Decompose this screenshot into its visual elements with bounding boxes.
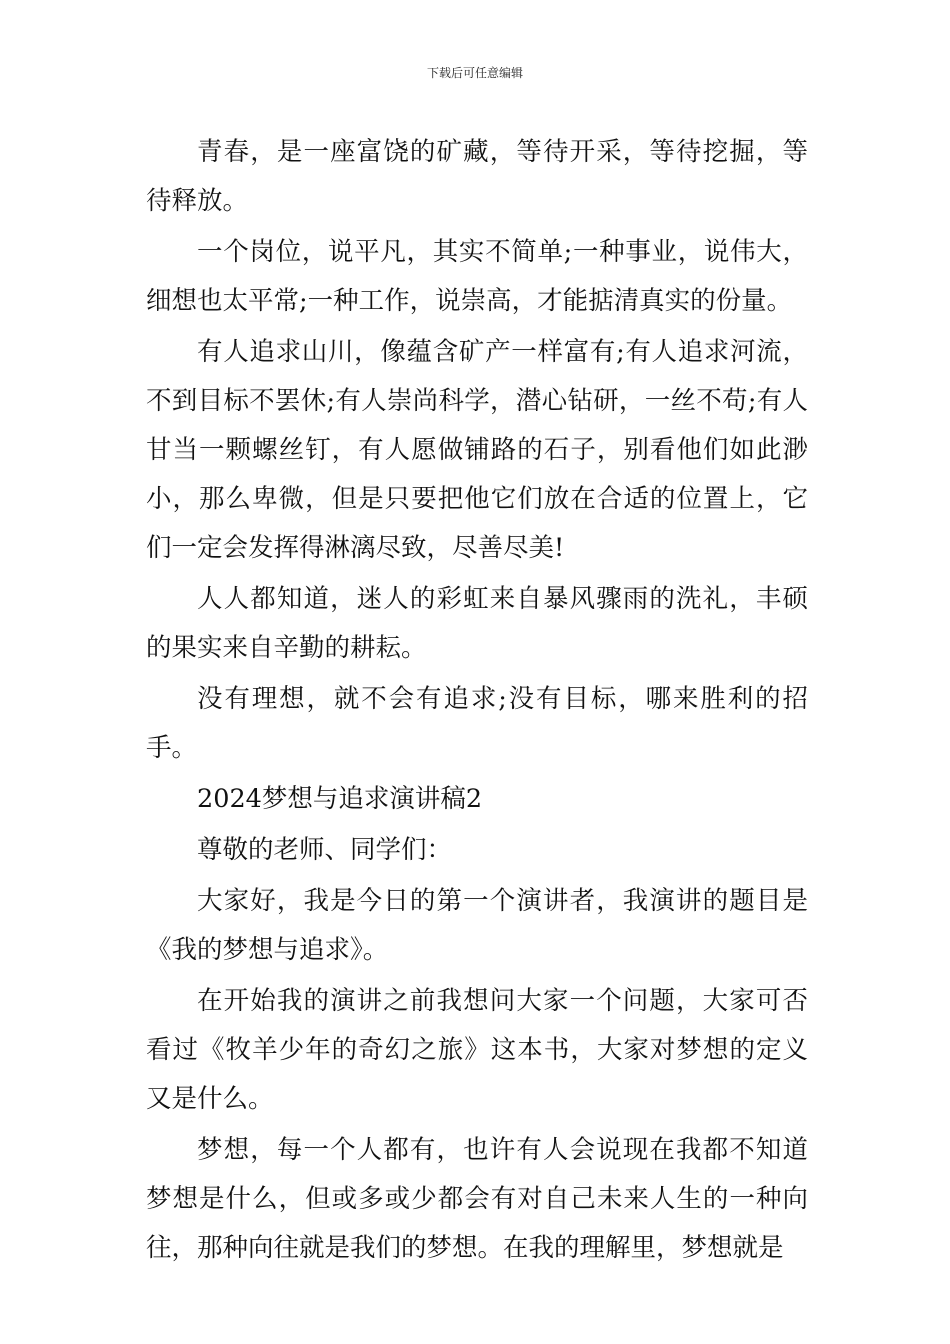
paragraph-ideal: 没有理想，就不会有追求;没有目标，哪来胜利的招手。 bbox=[146, 684, 808, 763]
paragraph-position: 一个岗位，说平凡，其实不简单;一种事业，说伟大，细想也太平常;一种工作，说崇高，才能掂清真实的份量。 bbox=[146, 237, 808, 316]
paragraph-pursuit: 有人追求山川，像蕴含矿产一样富有;有人追求河流，不到目标不罢休;有人崇尚科学，潜心钻研，一丝不苟;有人甘当一颗螺丝钉，有人愿做铺路的石子，别看他们如此渺小，那么卑微，但是只要把他它们放在合适的位置上，它们一定会发挥得淋漓尽致，尽善尽美! bbox=[146, 337, 808, 563]
paragraph-rainbow: 人人都知道，迷人的彩虹来自暴风骤雨的洗礼，丰硕的果实来自辛勤的耕耘。 bbox=[146, 584, 808, 663]
page-header-note: 下载后可任意编辑 bbox=[426, 66, 523, 80]
section-title: 2024梦想与追求演讲稿2 bbox=[197, 784, 483, 814]
paragraph-greeting: 大家好，我是今日的第一个演讲者，我演讲的题目是《我的梦想与追求》。 bbox=[146, 886, 808, 965]
paragraph-question: 在开始我的演讲之前我想问大家一个问题，大家可否看过《牧羊少年的奇幻之旅》这本书，大家对梦想的定义又是什么。 bbox=[146, 986, 808, 1114]
paragraph-youth: 青春，是一座富饶的矿藏，等待开采，等待挖掘，等待释放。 bbox=[146, 137, 808, 216]
document-body bbox=[146, 128, 808, 1275]
salutation: 尊敬的老师、同学们： bbox=[197, 835, 453, 865]
paragraph-dream: 梦想，每一个人都有，也许有人会说现在我都不知道梦想是什么，但或多或少都会有对自己未来人生的一种向往，那种向往就是我们的梦想。在我的理解里，梦想就是 bbox=[146, 1135, 808, 1263]
